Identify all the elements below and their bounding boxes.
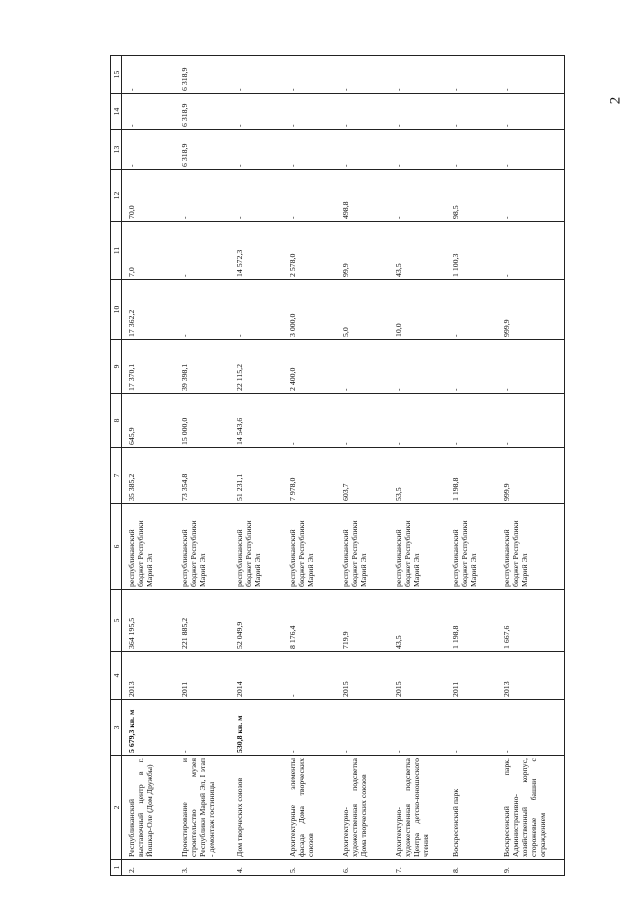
table-cell: - [389, 394, 446, 448]
table-row [283, 56, 336, 876]
table-cell: 22 115,2 [230, 340, 283, 394]
table-cell: 39 398,1 [175, 340, 230, 394]
table-cell: - [446, 280, 497, 340]
table-cell: 43,5 [389, 222, 446, 280]
objects-financing-table [110, 55, 565, 876]
table-cell: 2 400,0 [283, 340, 336, 394]
table-cell: 603,7 [336, 448, 389, 504]
table-cell: 3 000,0 [283, 280, 336, 340]
table-cell: - [336, 94, 389, 130]
table-cell: - [175, 280, 230, 340]
table-cell: - [336, 340, 389, 394]
table-cell: 2015 [389, 652, 446, 700]
column-header: 12 [111, 170, 122, 222]
table-row [175, 56, 230, 876]
table-cell: - [283, 94, 336, 130]
table-cell: 530,8 кв. м [230, 700, 283, 756]
table-cell: - [175, 222, 230, 280]
table-cell: - [336, 700, 389, 756]
table-cell: - [497, 56, 565, 94]
table-cell: 1 100,3 [446, 222, 497, 280]
table-cell: - [175, 170, 230, 222]
table-cell: - [497, 340, 565, 394]
table-cell: Архитектурные элементы фасада Дома творческих союзов [283, 756, 336, 860]
column-header: 4 [111, 652, 122, 700]
table-cell: - [283, 130, 336, 170]
column-header: 10 [111, 280, 122, 340]
table-cell: 6. [336, 860, 389, 876]
table-row [122, 56, 176, 876]
table-cell: 2015 [336, 652, 389, 700]
table-cell: 2. [122, 860, 176, 876]
column-header: 14 [111, 94, 122, 130]
table-cell: 7. [389, 860, 446, 876]
table-cell: - [446, 56, 497, 94]
table-cell: 1 198,8 [446, 448, 497, 504]
table-cell: 52 049,9 [230, 590, 283, 652]
table-cell: 2013 [497, 652, 565, 700]
table-cell: - [122, 94, 176, 130]
table-cell: - [446, 130, 497, 170]
table-cell: - [497, 394, 565, 448]
column-number-row [111, 56, 122, 876]
table-cell: Воскресенский парк [446, 756, 497, 860]
table-cell: - [497, 170, 565, 222]
table-cell: 2 578,0 [283, 222, 336, 280]
table-cell: - [497, 130, 565, 170]
table-cell: республиканский бюджет Республики Марий Эл [497, 504, 565, 590]
table-cell: 10,0 [389, 280, 446, 340]
table-cell: 5,0 [336, 280, 389, 340]
table-row [497, 56, 565, 876]
table-cell: 9. [497, 860, 565, 876]
table-cell: 2013 [122, 652, 176, 700]
table-cell: 17 370,1 [122, 340, 176, 394]
table-cell: 15 000,0 [175, 394, 230, 448]
table-cell: республиканский бюджет Республики Марий Эл [389, 504, 446, 590]
table-cell: 73 354,8 [175, 448, 230, 504]
column-header: 7 [111, 448, 122, 504]
table-cell: Архитектурно-художественная подсветка Центра детско-юношеского чтения [389, 756, 446, 860]
table-cell: 14 572,3 [230, 222, 283, 280]
table-cell: 51 231,1 [230, 448, 283, 504]
table-cell: 6 318,9 [175, 94, 230, 130]
column-header: 13 [111, 130, 122, 170]
table-cell: - [497, 222, 565, 280]
table-cell: - [497, 94, 565, 130]
table-cell: - [230, 280, 283, 340]
table-cell: - [230, 170, 283, 222]
table-cell: Республиканский выставочный центр в г. Йошкар-Оле (Дом Дружбы) [122, 756, 176, 860]
table-row [336, 56, 389, 876]
table-cell: 2014 [230, 652, 283, 700]
table-cell: - [336, 394, 389, 448]
table-cell: 5 679,3 кв. м [122, 700, 176, 756]
page-number: 2 [607, 96, 624, 105]
table-cell: 8. [446, 860, 497, 876]
table-cell: 999,9 [497, 280, 565, 340]
table-cell: Проектирование и строительство музея Республики Марий Эл, I этап - демонтаж гостиницы [175, 756, 230, 860]
table-cell: 8 176,4 [283, 590, 336, 652]
table-cell: - [446, 700, 497, 756]
table-cell: - [336, 130, 389, 170]
table-cell: - [497, 700, 565, 756]
table-cell: 1 667,6 [497, 590, 565, 652]
table-cell: 2011 [175, 652, 230, 700]
table-cell: республиканский бюджет Республики Марий Эл [230, 504, 283, 590]
table-cell: - [230, 56, 283, 94]
table-cell: республиканский бюджет Республики Марий Эл [122, 504, 176, 590]
table-cell: - [283, 652, 336, 700]
table-row [389, 56, 446, 876]
table-cell: - [389, 700, 446, 756]
table-cell: 4. [230, 860, 283, 876]
table-cell: республиканский бюджет Республики Марий Эл [175, 504, 230, 590]
table-cell: 6 318,9 [175, 130, 230, 170]
table-cell: 645,9 [122, 394, 176, 448]
table-cell: 35 385,2 [122, 448, 176, 504]
table-cell: - [446, 94, 497, 130]
table-cell: - [283, 700, 336, 756]
column-header: 2 [111, 756, 122, 860]
rotated-table-container [110, 66, 547, 876]
table-cell: 14 543,6 [230, 394, 283, 448]
column-header: 11 [111, 222, 122, 280]
column-header: 9 [111, 340, 122, 394]
table-cell: 6 318,9 [175, 56, 230, 94]
table-cell: 98,5 [446, 170, 497, 222]
table-cell: 364 195,5 [122, 590, 176, 652]
table-cell: 999,9 [497, 448, 565, 504]
table-cell: - [175, 700, 230, 756]
table-cell: - [283, 170, 336, 222]
table-cell: 498,8 [336, 170, 389, 222]
table-cell: 5. [283, 860, 336, 876]
table-cell: 1 198,8 [446, 590, 497, 652]
table-cell: - [122, 56, 176, 94]
table-cell: 2011 [446, 652, 497, 700]
table-cell: - [446, 340, 497, 394]
table-cell: 53,5 [389, 448, 446, 504]
table-cell: - [283, 56, 336, 94]
table-cell: 99,9 [336, 222, 389, 280]
table-row [230, 56, 283, 876]
table-cell: республиканский бюджет Республики Марий Эл [446, 504, 497, 590]
table-cell: 7 978,0 [283, 448, 336, 504]
column-header: 1 [111, 860, 122, 876]
table-cell: республиканский бюджет Республики Марий Эл [336, 504, 389, 590]
table-cell: 7,0 [122, 222, 176, 280]
table-cell: - [336, 56, 389, 94]
table-cell: 719,9 [336, 590, 389, 652]
table-cell: Воскресенский парк. Административно-хозяйственный корпус, сторожевые башни с ограждением [497, 756, 565, 860]
table-body [122, 56, 565, 876]
table-cell: - [122, 130, 176, 170]
table-cell: Архитектурно-художественная подсветка Дома творческих союзов [336, 756, 389, 860]
table-cell: - [389, 56, 446, 94]
table-row [446, 56, 497, 876]
table-cell: - [230, 94, 283, 130]
table-cell: - [389, 130, 446, 170]
table-cell: - [283, 394, 336, 448]
table-cell: Дом творческих союзов [230, 756, 283, 860]
table-cell: республиканский бюджет Республики Марий Эл [283, 504, 336, 590]
column-header: 3 [111, 700, 122, 756]
column-header: 15 [111, 56, 122, 94]
table-cell: 17 362,2 [122, 280, 176, 340]
column-header: 6 [111, 504, 122, 590]
column-header: 8 [111, 394, 122, 448]
table-cell: 3. [175, 860, 230, 876]
table-cell: - [230, 130, 283, 170]
table-cell: 43,5 [389, 590, 446, 652]
table-cell: - [389, 340, 446, 394]
table-cell: 221 885,2 [175, 590, 230, 652]
column-header: 5 [111, 590, 122, 652]
table-cell: - [389, 94, 446, 130]
table-cell: 70,0 [122, 170, 176, 222]
table-cell: - [389, 170, 446, 222]
table-cell: - [446, 394, 497, 448]
